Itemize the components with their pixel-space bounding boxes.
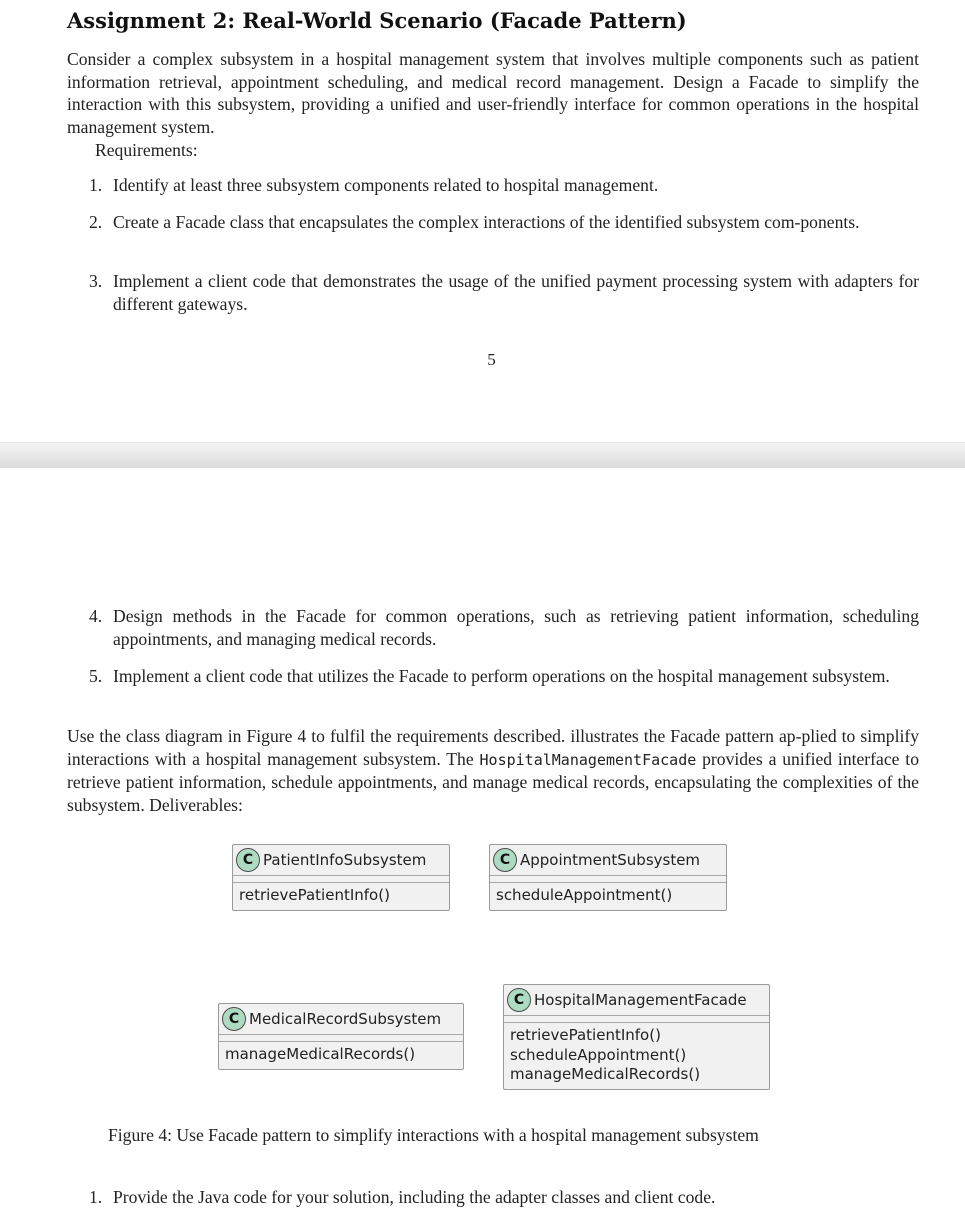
list-number: 3. [89,271,103,291]
class-method: scheduleAppointment() [510,1045,687,1064]
list-number: 1. [89,1187,103,1207]
list-item [89,211,919,234]
list-item [89,1186,919,1209]
page-number: 5 [487,350,496,369]
class-name: PatientInfoSubsystem [263,851,427,869]
uml-class-patient-info [232,844,450,911]
page-2 [0,468,965,1212]
uml-class-appointment [489,844,727,911]
requirements-label: Requirements: [95,140,198,160]
list-text: Create a Facade class that encapsulates the complex interactions of the identified subsystem com-ponents. [113,212,860,232]
list-item [89,174,919,197]
description-text-start: Use the class diagram in Figure 4 to fulfil the requirements described. illustrates the Facade pattern ap-plied to simplify interactions with a hospital management subsystem. The [67,726,919,769]
uml-class-hospital-facade [503,984,770,1090]
page-separator [0,442,965,469]
list-text: Implement a client code that demonstrates the usage of the unified payment processing system with adapters for different gateways. [113,271,919,314]
class-name: AppointmentSubsystem [520,851,701,869]
list-text: Implement a client code that utilizes the Facade to perform operations on the hospital management subsystem. [113,666,890,686]
list-item [89,270,919,315]
class-method: retrievePatientInfo() [510,1026,661,1044]
assignment-title: Assignment 2: Real-World Scenario (Facade Pattern) [67,8,687,33]
class-method: retrievePatientInfo() [239,886,390,904]
class-method: manageMedicalRecords() [510,1065,701,1083]
page-1 [0,0,965,442]
list-item [89,665,919,688]
class-badge-icon: C [493,848,517,872]
list-item [89,605,919,650]
class-badge-icon: C [236,848,260,872]
description-text-end: provides a unified interface to retrieve patient information, schedule appointments, and manage medical records, encapsulating the complexities of the subsystem. Deliverables: [67,748,919,815]
class-name: HospitalManagementFacade [534,991,747,1009]
list-number: 4. [89,606,103,626]
list-number: 5. [89,666,103,686]
list-text: Design methods in the Facade for common operations, such as retrieving patient information, scheduling appointments, and managing medical records. [113,606,919,649]
facade-class-code: HospitalManagementFacade [479,750,697,769]
intro-paragraph: Consider a complex subsystem in a hospital management system that involves multiple components such as patient information retrieval, appointment scheduling, and medical record management. Design a Facade to simplify the interaction with this subsystem, providing a unified and user-friendly interface for common operations in the hospital management system. [67,49,919,137]
diagram-description [67,725,919,816]
list-text: Provide the Java code for your solution, including the adapter classes and client code. [113,1187,716,1207]
class-badge-icon: C [222,1007,246,1031]
class-badge-icon: C [507,988,531,1012]
list-text: Identify at least three subsystem components related to hospital management. [113,175,659,195]
list-number: 1. [89,175,103,195]
uml-class-medical-record [218,1003,464,1070]
figure-caption: Figure 4: Use Facade pattern to simplify interactions with a hospital management subsystem [108,1125,759,1145]
class-method: scheduleAppointment() [496,886,673,904]
class-name: MedicalRecordSubsystem [249,1010,442,1028]
class-method: manageMedicalRecords() [225,1045,416,1063]
list-number: 2. [89,212,103,232]
